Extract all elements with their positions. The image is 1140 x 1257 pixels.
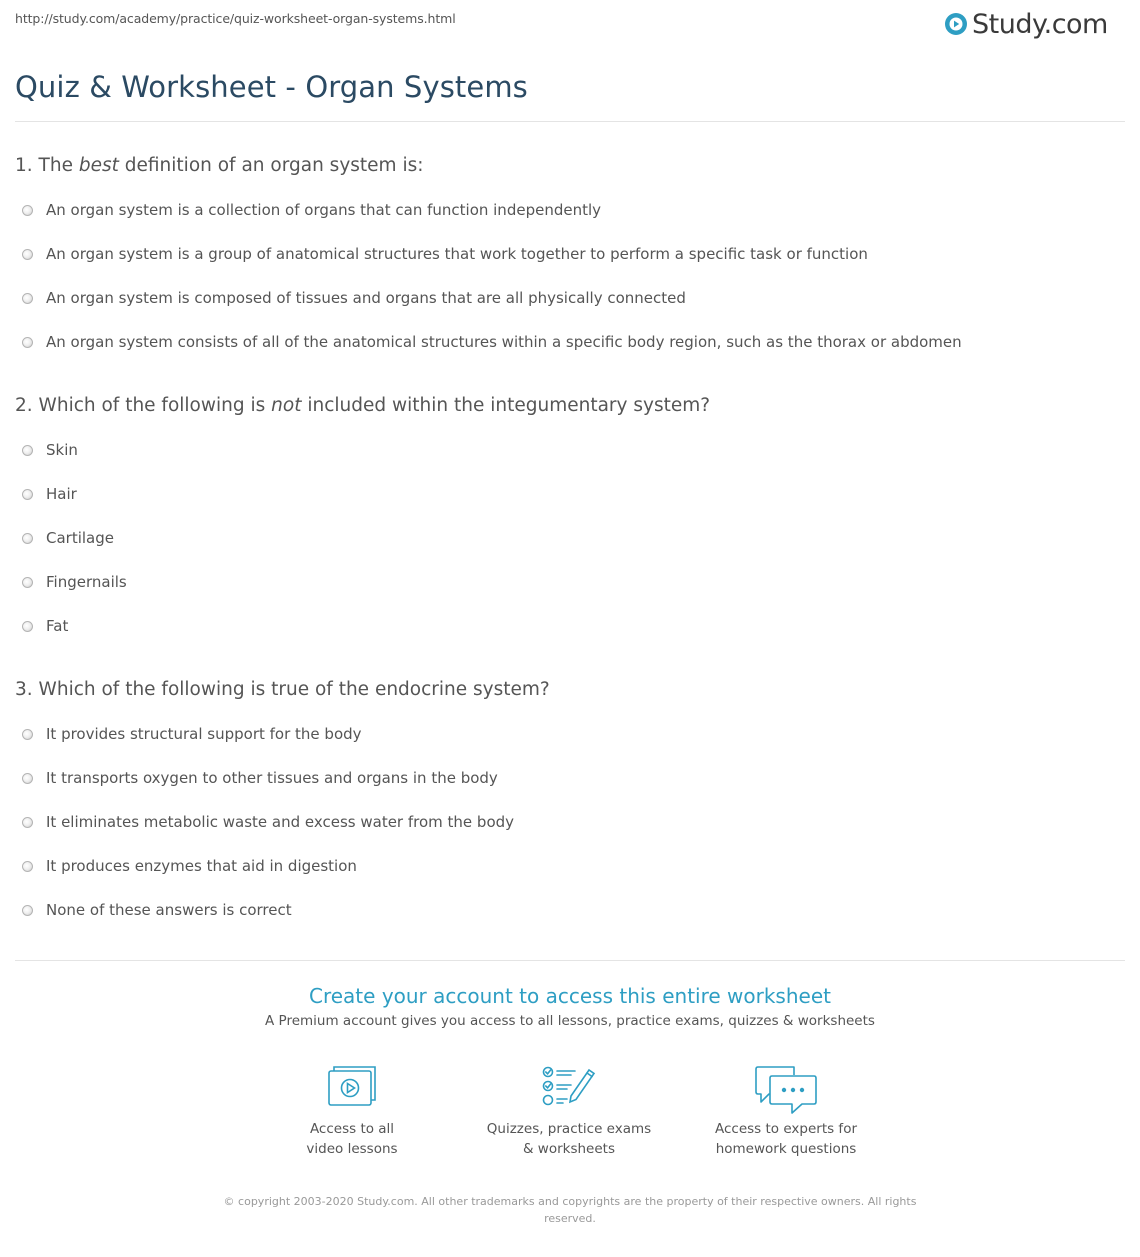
chat-experts-icon <box>754 1064 818 1116</box>
divider <box>15 960 1125 961</box>
answer-option[interactable] <box>22 768 498 788</box>
answer-label: Fingernails <box>46 573 127 591</box>
answer-label: It produces enzymes that aid in digestion <box>46 857 357 875</box>
question-1 <box>15 155 423 176</box>
radio-button[interactable] <box>22 773 33 784</box>
video-lessons-icon <box>326 1064 378 1108</box>
answer-label: An organ system consists of all of the anatomical structures within a specific body region, such as the thorax or abdomen <box>46 333 962 351</box>
radio-button[interactable] <box>22 861 33 872</box>
answer-label: None of these answers is correct <box>46 901 292 919</box>
answer-option[interactable] <box>22 528 114 548</box>
feature-label-line: Access to experts for <box>714 1121 857 1137</box>
feature-label-line: homework questions <box>715 1141 857 1157</box>
question-text: included within the integumentary system? <box>307 395 711 416</box>
answer-label: An organ system is a collection of organs that can function independently <box>46 201 602 219</box>
logo-text: Study.com <box>972 8 1108 40</box>
radio-button[interactable] <box>22 445 33 456</box>
study-logo[interactable] <box>944 7 1108 41</box>
cta-subtitle: A Premium account gives you access to all lessons, practice exams, quizzes & worksheets <box>265 1013 875 1029</box>
question-text: Which of the following is true of the endocrine system? <box>38 679 550 700</box>
answer-label: Cartilage <box>46 529 114 547</box>
radio-button[interactable] <box>22 621 33 632</box>
question-emphasis: best <box>78 155 119 176</box>
answer-label: It eliminates metabolic waste and excess water from the body <box>46 813 515 831</box>
radio-button[interactable] <box>22 817 33 828</box>
page-title: Quiz & Worksheet - Organ Systems <box>15 70 528 104</box>
answer-label: Skin <box>46 441 78 459</box>
question-number: 3. <box>15 679 33 700</box>
divider <box>15 121 1125 122</box>
answer-option[interactable] <box>22 572 127 592</box>
question-text: definition of an organ system is: <box>124 155 424 176</box>
radio-button[interactable] <box>22 337 33 348</box>
cta-title-link[interactable]: Create your account to access this entire worksheet <box>309 984 831 1008</box>
answer-option[interactable] <box>22 200 601 220</box>
question-3 <box>15 679 550 700</box>
answer-option[interactable] <box>22 900 292 920</box>
radio-button[interactable] <box>22 205 33 216</box>
answer-label: Hair <box>46 485 77 503</box>
answer-option[interactable] <box>22 288 686 308</box>
radio-button[interactable] <box>22 577 33 588</box>
radio-button[interactable] <box>22 489 33 500</box>
page-url: http://study.com/academy/practice/quiz-worksheet-organ-systems.html <box>15 11 456 26</box>
feature-experts <box>686 1064 886 1159</box>
question-number: 2. <box>15 395 33 416</box>
play-circle-icon <box>944 12 968 36</box>
radio-button[interactable] <box>22 249 33 260</box>
answer-option[interactable] <box>22 440 78 460</box>
radio-button[interactable] <box>22 905 33 916</box>
answer-option[interactable] <box>22 244 868 264</box>
answer-option[interactable] <box>22 856 357 876</box>
answer-option[interactable] <box>22 616 68 636</box>
question-number: 1. <box>15 155 33 176</box>
radio-button[interactable] <box>22 729 33 740</box>
feature-label-line: video lessons <box>306 1141 398 1157</box>
quiz-checklist-icon <box>541 1064 597 1108</box>
answer-option[interactable] <box>22 724 362 744</box>
feature-label-line: Quizzes, practice exams <box>486 1121 652 1137</box>
feature-quizzes <box>469 1064 669 1159</box>
answer-option[interactable] <box>22 812 514 832</box>
question-2 <box>15 395 710 416</box>
answer-label: Fat <box>46 617 69 635</box>
copyright-notice: © copyright 2003-2020 Study.com. All other trademarks and copyrights are the property of their respective owners. All rights reserved. <box>223 1195 917 1225</box>
feature-label-line: Access to all <box>309 1121 395 1137</box>
answer-label: An organ system is composed of tissues and organs that are all physically connected <box>46 289 686 307</box>
answer-label: It provides structural support for the body <box>46 725 362 743</box>
feature-label-line: & worksheets <box>522 1141 615 1157</box>
answer-option[interactable] <box>22 332 962 352</box>
answer-option[interactable] <box>22 484 77 504</box>
feature-video-lessons <box>252 1064 452 1159</box>
question-text: Which of the following is <box>38 395 266 416</box>
radio-button[interactable] <box>22 293 33 304</box>
radio-button[interactable] <box>22 533 33 544</box>
question-emphasis: not <box>271 395 302 416</box>
answer-label: An organ system is a group of anatomical structures that work together to perform a specific task or function <box>46 245 868 263</box>
answer-label: It transports oxygen to other tissues and organs in the body <box>46 769 498 787</box>
question-text: The <box>38 155 73 176</box>
